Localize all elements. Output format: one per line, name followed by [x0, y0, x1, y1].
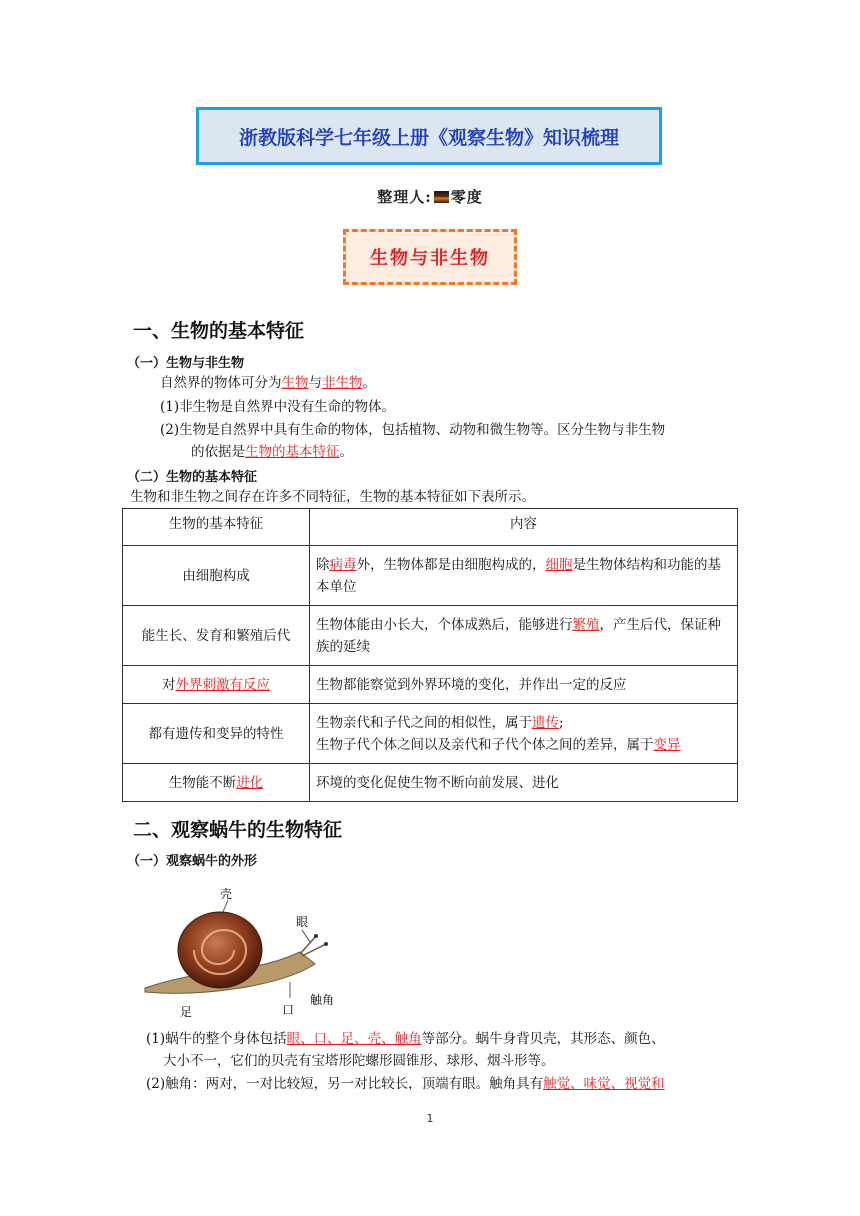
keyword: 细胞 [545, 556, 573, 573]
document-title [196, 107, 662, 165]
topic-badge [343, 229, 517, 285]
text-span: 是生物体结构和功能的基本单位 [316, 556, 721, 595]
text-span: 等部分。蜗牛身背贝壳，其形态、颜色、 [421, 1031, 665, 1047]
label-foot: 足 [180, 1005, 193, 1019]
table-cell: 环境的变化促使生物不断向前发展、进化 [310, 764, 738, 802]
text-span: (2)触角：两对，一对比较短，另一对比较长，顶端有眼。触角具有 [146, 1076, 544, 1092]
snail-shell [178, 912, 262, 988]
text-span: (1)蜗牛的整个身体包括 [146, 1031, 287, 1047]
label-shell: 壳 [220, 887, 233, 901]
table-cell: 由细胞构成 [123, 546, 310, 606]
features-table [122, 508, 738, 802]
text-span: 与 [308, 375, 322, 391]
table-intro: 生物和非生物之间存在许多不同特征，生物的基本特征如下表所示。 [130, 489, 535, 505]
paragraph-line [160, 372, 376, 394]
table-cell: 都有遗传和变异的特性 [123, 704, 310, 764]
text-span: 。 [362, 375, 376, 391]
table-cell [310, 546, 738, 606]
keyword: 外界刺激有反应 [175, 676, 270, 693]
table-cell [123, 666, 310, 704]
sunset-icon [434, 191, 449, 203]
keyword: 变异 [653, 736, 681, 753]
document-title-text: 浙教版科学七年级上册《观察生物》知识梳理 [238, 126, 619, 149]
label-mouth: 口 [282, 1003, 295, 1017]
keyword: 遗传 [532, 714, 559, 731]
label-tentacle: 触角 [310, 993, 335, 1007]
table-header-cell: 内容 [310, 509, 738, 546]
text-span: 生物能不断 [168, 774, 237, 791]
table-cell: 生物都能察觉到外界环境的变化，并作出一定的反应 [310, 666, 738, 704]
table-cell: 能生长、发育和繁殖后代 [123, 606, 310, 666]
keyword: 病毒 [329, 556, 357, 573]
paragraph-line: (2)生物是自然界中具有生命的物体，包括植物、动物和微生物等。区分生物与非生物 [160, 422, 666, 438]
keyword: 非生物 [322, 375, 363, 391]
paragraph-line [191, 441, 353, 463]
keyword: 生物 [281, 375, 309, 391]
keyword: 触觉、味觉、视觉和 [543, 1076, 665, 1092]
table-row [123, 704, 738, 764]
table-header-cell: 生物的基本特征 [123, 509, 310, 546]
text-span: 外，生物体都是由细胞构成的， [356, 556, 546, 573]
text-span: 生物子代个体之间以及亲代和子代个体之间的差异，属于 [316, 736, 654, 753]
text-span: ; [559, 714, 564, 731]
paragraph-line [146, 1073, 665, 1095]
subsection-heading-1-1: （一）生物与非生物 [127, 356, 245, 371]
text-span: 对 [162, 676, 176, 693]
paragraph-line: (1)非生物是自然界中没有生命的物体。 [160, 399, 396, 415]
text-span: 。 [339, 444, 353, 460]
paragraph-line [146, 1028, 665, 1050]
author-prefix: 整理人: [377, 188, 432, 206]
text-span: ，产生后代，保证种族的延续 [316, 616, 721, 655]
text-span: 生物亲代和子代之间的相似性，属于 [316, 714, 532, 731]
topic-badge-text: 生物与非生物 [370, 248, 490, 269]
table-row [123, 764, 738, 802]
text-span: 的依据是 [191, 444, 245, 460]
keyword: 眼、口、足、壳、触角 [286, 1031, 422, 1047]
snail-figure [140, 880, 340, 1020]
table-row [123, 606, 738, 666]
table-row [123, 666, 738, 704]
text-span: 自然界的物体可分为 [160, 375, 282, 391]
table-cell [310, 606, 738, 666]
keyword: 繁殖 [572, 616, 600, 633]
table-header-row [123, 509, 738, 546]
paragraph-line: 大小不一，它们的贝壳有宝塔形陀螺形圆锥形、球形、烟斗形等。 [163, 1053, 555, 1069]
table-cell [310, 704, 738, 764]
keyword: 生物的基本特征 [245, 444, 340, 460]
keyword: 进化 [236, 774, 264, 791]
section-heading-2: 二、观察蜗牛的生物特征 [133, 819, 343, 841]
subsection-heading-1-2: （二）生物的基本特征 [127, 470, 258, 485]
text-span: 生物体能由小长大，个体成熟后，能够进行 [316, 616, 573, 633]
table-cell [123, 764, 310, 802]
author-line [0, 186, 860, 207]
label-eye: 眼 [296, 915, 309, 929]
page-number: 1 [426, 1112, 434, 1125]
subsection-heading-2-1: （一）观察蜗牛的外形 [127, 854, 258, 869]
text-span: 除 [316, 556, 330, 573]
section-heading-1: 一、生物的基本特征 [133, 320, 305, 342]
author-name: 零度 [450, 188, 483, 206]
table-row [123, 546, 738, 606]
